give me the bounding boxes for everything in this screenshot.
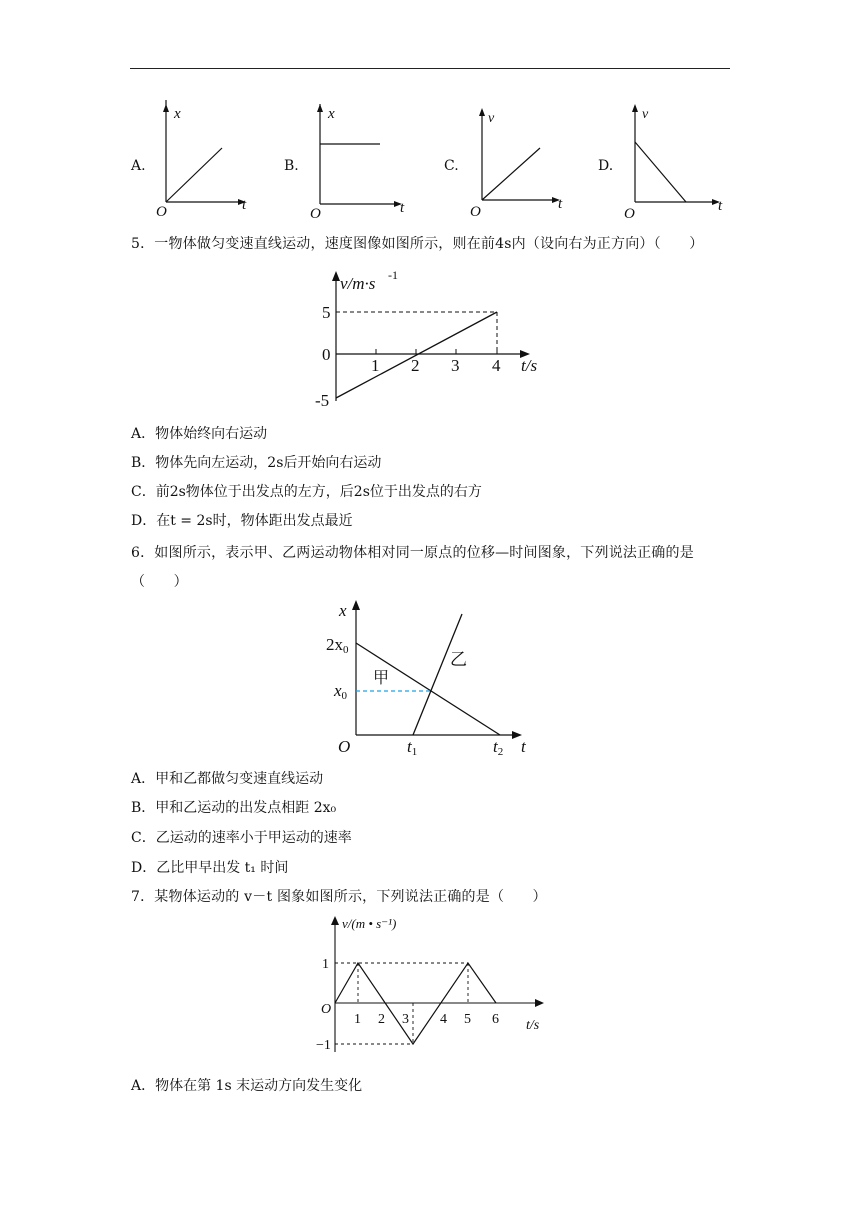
q7-xlabel: t/s [526,1018,540,1033]
q5-ylabel: v/m·s [340,274,376,293]
option-a-ylabel: x [174,106,181,122]
q6-choice-a: A．甲和乙都做匀变速直线运动 [131,771,324,787]
q5-choice-a: A．物体始终向右运动 [131,426,268,442]
option-d-graph [620,100,740,220]
q7-xtick-6: 6 [492,1012,499,1027]
header-rule [130,68,730,69]
q6-ytick-x0: x [334,681,342,700]
q5-choice-b: B．物体先向左运动，2s后开始向右运动 [131,455,382,471]
q5-stem: 5．一物体做匀变速直线运动，速度图像如图所示，则在前4s内（设向右为正方向）（ ） [131,236,704,252]
q7-xtick-3: 3 [402,1012,409,1027]
option-d-xlabel: t [718,198,723,214]
q5-ytick-neg5: -5 [315,391,330,410]
q7-origin: O [321,1002,332,1017]
option-c-origin: O [470,204,481,220]
q6-xtick-t1-sub: 1 [411,746,418,758]
svg-text:x0 [333,681,348,702]
q7-vt-graph [316,912,556,1062]
q7-ytick-1: 1 [322,957,329,972]
q6-xtick-t1: t [407,737,412,756]
svg-text:v/(m • s⁻¹) [342,916,396,931]
option-a-xlabel: t [242,197,247,213]
option-d-letter: D. [598,158,614,174]
q6-series-yi: 乙 [450,650,467,669]
q6-xtick-t2: t [493,737,498,756]
q6-xtick-t2-sub: 2 [497,746,504,758]
q6-choice-c: C．乙运动的速率小于甲运动的速率 [131,830,352,846]
svg-text:t2 [493,737,503,758]
q6-choice-d: D．乙比甲早出发 t₁ 时间 [131,860,289,876]
q5-choice-d: D．在t = 2s时，物体距出发点最近 [131,513,353,529]
q6-ytick-2x0: 2x [326,635,343,654]
q7-ytick-neg1: −1 [316,1038,331,1053]
option-a-letter: A. [131,158,146,174]
q5-xtick-2: 2 [411,356,420,375]
q7-xtick-5: 5 [464,1012,471,1027]
q7-ylabel: v/(m • s⁻¹) [342,916,397,931]
option-b-origin: O [310,206,321,222]
q5-ylabel-exponent: -1 [388,268,398,282]
q6-choice-b: B．甲和乙运动的出发点相距 2x₀ [131,800,337,816]
q6-xlabel: t [521,737,526,756]
q7-choice-a: A．物体在第 1s 末运动方向发生变化 [131,1078,363,1094]
option-b-xlabel: t [400,200,405,216]
q6-displacement-graph [320,592,540,762]
option-a-origin: O [156,204,167,220]
option-c-ylabel: v [488,111,495,126]
q5-xtick-1: 1 [371,356,380,375]
q5-xlabel: t/s [521,356,538,375]
q5-xtick-3: 3 [451,356,460,375]
q6-ytick-x0-sub: 0 [341,690,348,702]
option-d-ylabel: v [642,107,649,122]
q6-stem-line1: 6．如图所示，表示甲、乙两运动物体相对同一原点的位移—时间图象，下列说法正确的是 [131,545,694,561]
option-d-origin: O [624,206,635,222]
q7-stem: 7．某物体运动的 v－t 图象如图所示，下列说法正确的是（ ） [131,889,547,905]
q5-velocity-graph [310,265,560,415]
q7-xtick-1: 1 [354,1012,361,1027]
q5-ytick-0: 0 [322,345,331,364]
q5-choice-c: C．前2s物体位于出发点的左方，后2s位于出发点的右方 [131,484,482,500]
option-c-letter: C. [444,158,459,174]
q6-ytick-2x0-sub: 0 [343,644,349,656]
option-b-letter: B. [284,158,299,174]
q7-xtick-2: 2 [378,1012,385,1027]
q6-origin: O [338,737,351,756]
q6-series-jia: 甲 [373,670,390,687]
option-b-ylabel: x [328,106,335,122]
option-c-xlabel: t [558,196,563,212]
q7-xtick-4: 4 [440,1012,447,1027]
svg-text:v/m·s [340,274,376,293]
svg-text:t1 [407,737,417,758]
q6-ylabel: x [339,601,347,620]
q5-ytick-5: 5 [322,303,331,322]
option-b-graph [306,100,426,220]
svg-text:2x0 [326,635,349,656]
q5-xtick-4: 4 [492,356,501,375]
option-a-graph [150,100,270,220]
option-c-graph [466,100,586,220]
q6-stem-line2: （ ） [131,574,188,590]
